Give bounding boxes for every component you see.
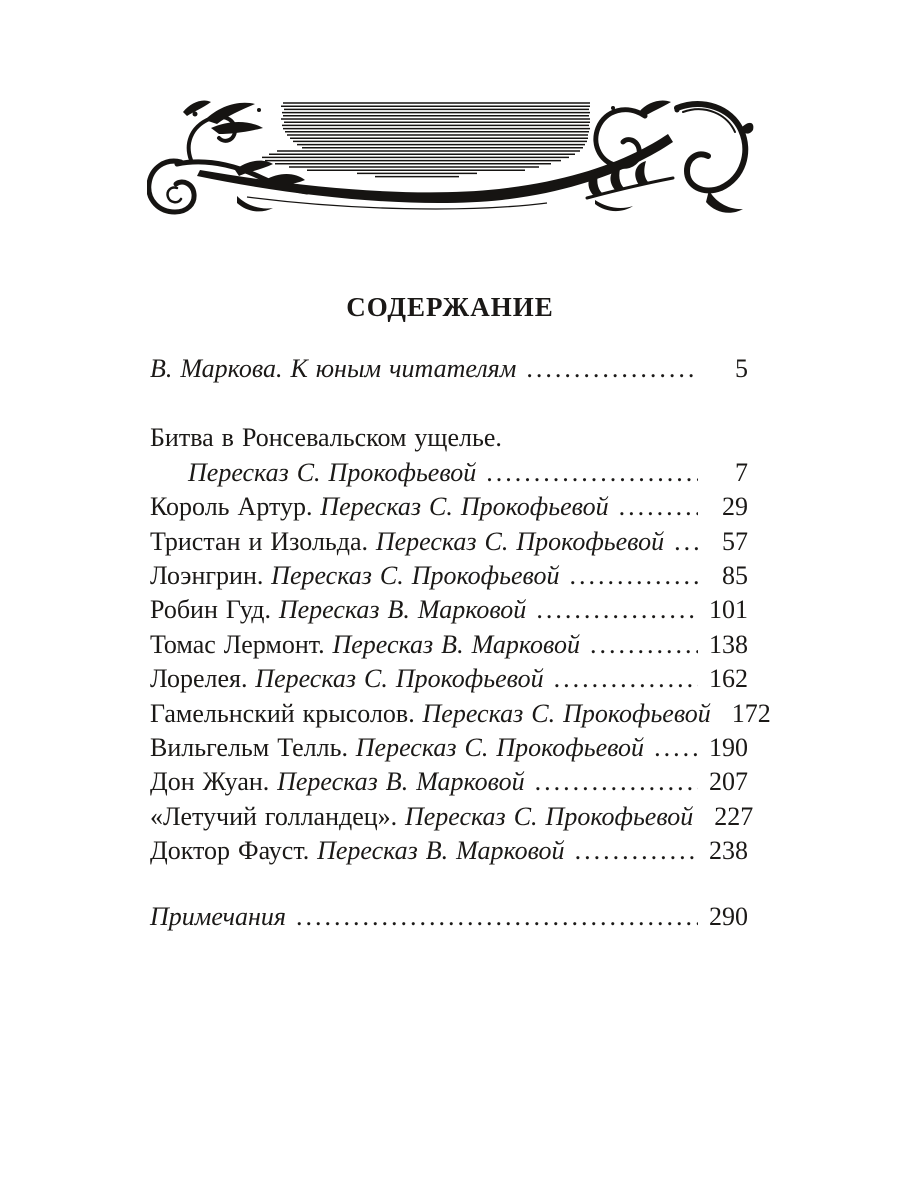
entry-title: Доктор Фауст.	[150, 836, 310, 866]
page-number: 227	[714, 801, 754, 831]
toc-entry-row	[150, 628, 748, 662]
entry-subtitle: Пересказ В. Марковой	[332, 629, 580, 659]
entry-subtitle: Пересказ С. Прокофьевой	[422, 698, 711, 728]
dot-leader	[590, 628, 698, 662]
page-number: 172	[731, 698, 771, 728]
page-number: 162	[709, 664, 748, 694]
entry-title: Гамельнский крысолов.	[150, 698, 415, 728]
dot-leader	[535, 765, 698, 799]
page-number: 85	[722, 561, 748, 591]
entry-subtitle: Пересказ В. Марковой	[278, 595, 527, 625]
entry-subtitle: Пересказ С. Прокофьевой	[271, 561, 560, 591]
header-ornament-icon	[147, 100, 755, 218]
page-number: 5	[735, 354, 748, 383]
entry-subtitle: Пересказ С. Прокофьевой	[255, 664, 544, 694]
dot-leader	[536, 593, 698, 627]
entry-title: Робин Гуд.	[150, 595, 272, 625]
page-number: 7	[735, 457, 748, 487]
entry-title: Дон Жуан.	[150, 767, 270, 797]
entry-subtitle: Пересказ С. Прокофьевой	[320, 492, 609, 522]
entry-subtitle: В. Маркова. К юным читателям	[150, 354, 517, 383]
entry-title: Вильгельм Телль.	[150, 733, 348, 763]
dot-leader	[575, 834, 698, 868]
entry-subtitle: Пересказ В. Марковой	[277, 767, 525, 797]
entry-subtitle: Пересказ С. Прокофьевой	[355, 733, 645, 763]
entry-title: Лоэнгрин.	[150, 561, 264, 591]
dot-leader	[296, 900, 698, 934]
toc-entry-row	[150, 765, 748, 799]
dot-leader	[674, 525, 698, 559]
table-of-contents	[150, 352, 771, 934]
page-number: 29	[722, 492, 748, 522]
entry-subtitle: Пересказ С. Прокофьевой	[188, 457, 477, 487]
dot-leader	[526, 352, 698, 386]
dot-leader	[654, 731, 698, 765]
page-number: 238	[709, 836, 748, 866]
toc-entry-row	[150, 834, 748, 868]
toc-entry-row	[150, 559, 748, 593]
entry-subtitle: Пересказ С. Прокофьевой	[404, 801, 694, 831]
toc-entry-row	[150, 900, 748, 934]
toc-entry-row	[150, 593, 748, 627]
entry-title: Тристан и Изольда.	[150, 526, 369, 556]
toc-entry-row	[150, 662, 748, 696]
toc-entry-row	[150, 800, 754, 834]
page-title: СОДЕРЖАНИЕ	[346, 292, 554, 322]
dot-leader	[619, 490, 698, 524]
toc-entry-row	[150, 731, 748, 765]
toc-entry-row	[150, 697, 771, 731]
entry-title: Битва в Ронсевальском ущелье.	[150, 423, 502, 453]
entry-title: «Летучий голландец».	[150, 801, 398, 831]
dot-leader	[569, 559, 698, 593]
entry-title: Король Артур.	[150, 492, 313, 522]
toc-entry-row	[150, 352, 748, 386]
dot-leader	[486, 456, 698, 490]
entry-title: Лорелея.	[150, 664, 248, 694]
entry-title: Томас Лермонт.	[150, 629, 325, 659]
entry-subtitle: Пересказ С. Прокофьевой	[375, 526, 665, 556]
toc-entry-row	[150, 421, 748, 455]
page-number: 101	[709, 595, 748, 625]
page-number: 138	[709, 629, 748, 659]
entry-subtitle: Примечания	[150, 901, 286, 931]
entry-subtitle: Пересказ В. Марковой	[317, 836, 565, 866]
toc-entry-row	[150, 525, 748, 559]
page-number: 207	[709, 767, 748, 797]
dot-leader	[554, 662, 698, 696]
page-number: 190	[709, 733, 748, 763]
page-number: 290	[709, 901, 748, 931]
page-number: 57	[722, 526, 748, 556]
toc-entry-row	[150, 490, 748, 524]
toc-entry-row	[150, 456, 748, 490]
